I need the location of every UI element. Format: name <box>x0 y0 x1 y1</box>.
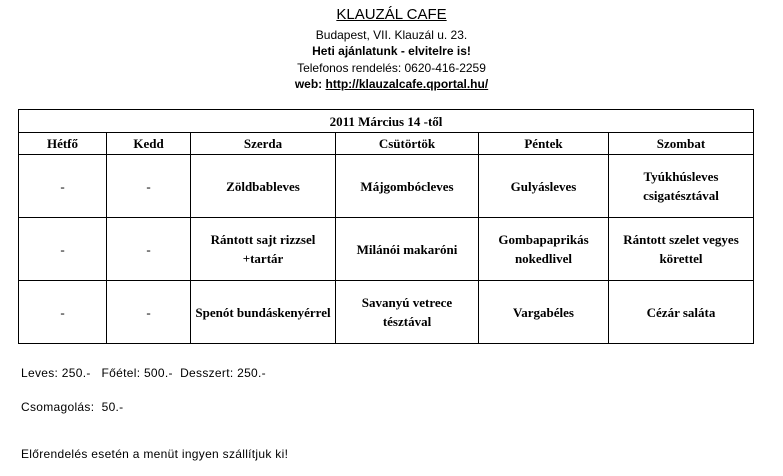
day-thursday: Csütörtök <box>336 133 479 155</box>
cafe-address: Budapest, VII. Klauzál u. 23. <box>315 28 468 42</box>
menu-cell: Gulyásleves <box>479 155 609 218</box>
delivery-note: Előrendelés esetén a menüt ingyen szállítjuk ki! <box>21 447 289 461</box>
menu-cell: Gombapaprikás nokedlivel <box>479 218 609 281</box>
day-wednesday: Szerda <box>191 133 336 155</box>
web-link[interactable]: http://klauzalcafe.qportal.hu/ <box>325 77 489 91</box>
menu-cell: Zöldbableves <box>191 155 336 218</box>
table-row <box>19 218 754 281</box>
menu-cell: Savanyú vetrece tésztával <box>336 281 479 344</box>
menu-cell: Vargabéles <box>479 281 609 344</box>
day-monday: Hétfő <box>19 133 107 155</box>
menu-cell: Májgombócleves <box>336 155 479 218</box>
menu-cell: Rántott szelet vegyes körettel <box>609 218 754 281</box>
day-tuesday: Kedd <box>107 133 191 155</box>
menu-date-heading: 2011 Március 14 -től <box>19 110 754 133</box>
menu-cell: - <box>19 155 107 218</box>
menu-cell: Rántott sajt rizzsel +tartár <box>191 218 336 281</box>
table-row <box>19 155 754 218</box>
day-friday: Péntek <box>479 133 609 155</box>
menu-cell: - <box>107 218 191 281</box>
weekly-offer: Heti ajánlatunk - elvitelre is! <box>312 44 471 58</box>
menu-cell: - <box>19 218 107 281</box>
menu-cell: Tyúkhúsleves csigatésztával <box>609 155 754 218</box>
packaging-price: Csomagolás: 50.- <box>21 400 124 414</box>
table-row <box>19 281 754 344</box>
price-list: Leves: 250.- Főétel: 500.- Desszert: 250.- <box>21 366 266 380</box>
menu-cell: - <box>107 281 191 344</box>
menu-cell: - <box>107 155 191 218</box>
weekly-menu-table <box>18 109 754 344</box>
cafe-title: KLAUZÁL CAFE <box>336 6 447 23</box>
menu-cell: Milánói makaróni <box>336 218 479 281</box>
web-line <box>0 77 783 91</box>
menu-cell: - <box>19 281 107 344</box>
menu-cell: Spenót bundáskenyérrel <box>191 281 336 344</box>
menu-cell: Cézár saláta <box>609 281 754 344</box>
phone-info: Telefonos rendelés: 0620-416-2259 <box>297 61 486 75</box>
day-saturday: Szombat <box>609 133 754 155</box>
web-label: web: <box>294 77 323 91</box>
